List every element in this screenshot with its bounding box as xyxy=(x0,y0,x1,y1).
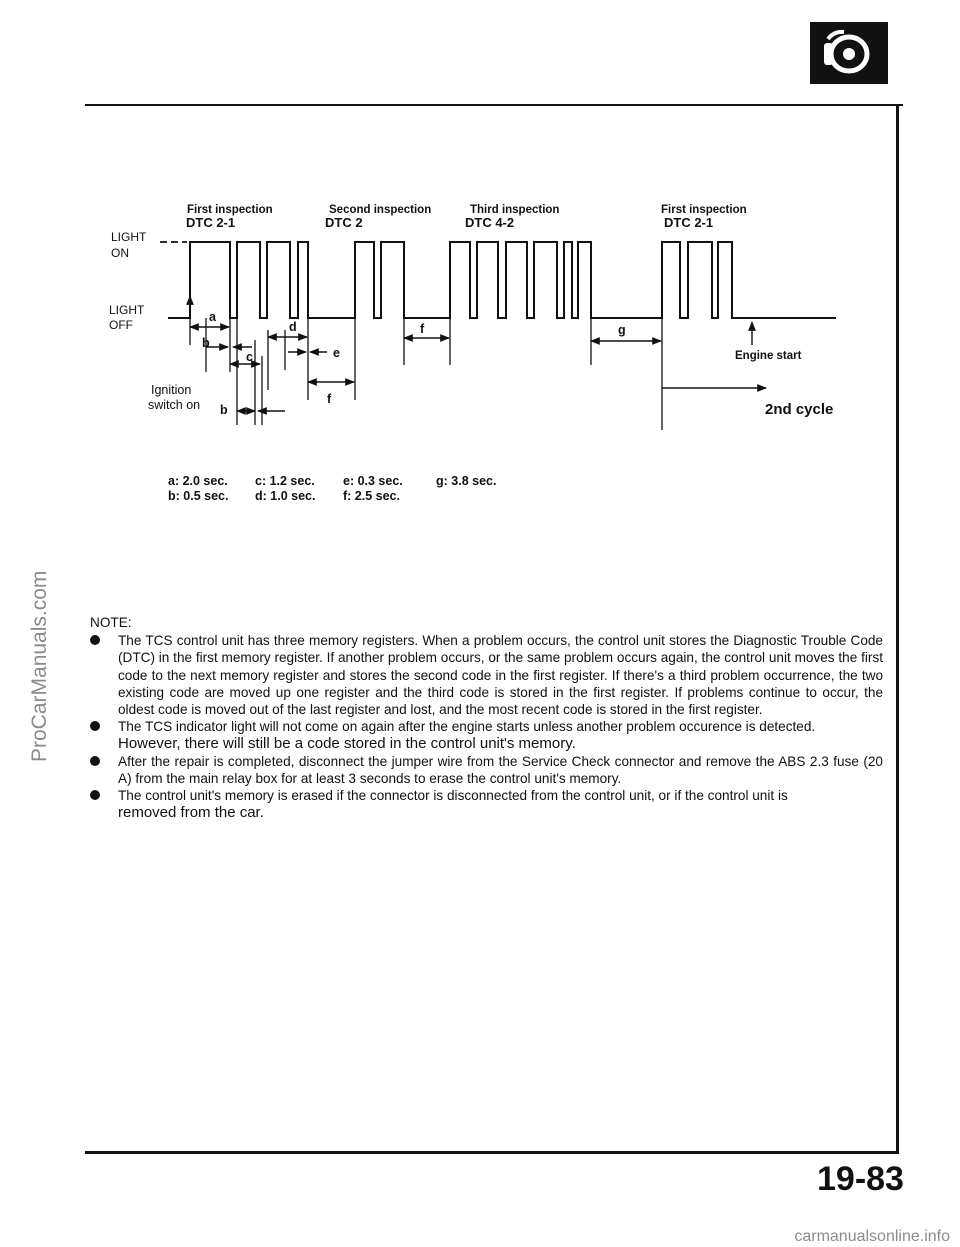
engine-start-label: Engine start xyxy=(735,350,802,362)
dtc-code: DTC 4-2 xyxy=(465,215,515,230)
legend-d: d: 1.0 sec. xyxy=(255,489,316,503)
legend-b: b: 0.5 sec. xyxy=(168,489,229,503)
interval-f-label: f xyxy=(420,322,425,336)
interval-e-label: e xyxy=(333,346,340,360)
note-item xyxy=(90,632,883,718)
light-on-label: LIGHT ON xyxy=(111,230,147,260)
inspection-group-1 xyxy=(186,204,273,230)
light-signal-waveform xyxy=(168,242,836,318)
inspection-title: First inspection xyxy=(661,204,747,216)
second-cycle-label: 2nd cycle xyxy=(765,401,834,418)
legend-e: e: 0.3 sec. xyxy=(343,474,403,488)
inspection-title: Third inspection xyxy=(470,204,560,216)
legend-f: f: 2.5 sec. xyxy=(343,489,400,503)
note-item xyxy=(90,787,883,821)
dtc-code: DTC 2-1 xyxy=(186,215,236,230)
interval-b-label: b xyxy=(202,336,210,350)
interval-d-label: d xyxy=(289,320,297,334)
page-number: 19-83 xyxy=(817,1160,904,1198)
note-item xyxy=(90,753,883,787)
note-item xyxy=(90,718,883,752)
note-title: NOTE: xyxy=(90,615,132,630)
side-watermark: ProCarManuals.com xyxy=(28,570,51,762)
timing-legend xyxy=(168,474,496,504)
legend-row xyxy=(168,489,496,504)
inspection-group-4 xyxy=(661,204,747,230)
interval-c-label: c xyxy=(246,350,253,364)
note-text: The TCS control unit has three memory registers. When a problem occurs, the control unit stores the Diagnostic Trouble Code (DTC) in the first memory register. If another problem occurs, or the same problem occurs again, the control unit moves the first code to the next memory register and stores the second code in the first register. If there's a third problem occurrence, the two existing code are moved up one register and the third code is stored in the first register. If problems continue to occur, the oldest code is moved out of the last register and lost, and the most recent code is stored in the first register. xyxy=(118,633,883,718)
timing-guides xyxy=(190,318,662,430)
note-text: After the repair is completed, disconnect the jumper wire from the Service Check connector and remove the ABS 2.3 fuse (20 A) from the main relay box for at least 3 seconds to erase the control unit's memory. xyxy=(118,753,883,786)
interval-g-label: g xyxy=(618,323,626,337)
note-text: The control unit's memory is erased if the connector is disconnected from the control unit, or if the control unit is xyxy=(118,788,788,804)
inspection-group-2 xyxy=(325,204,431,230)
interval-a-label: a xyxy=(209,310,216,324)
note-text: However, there will still be a code stored in the control unit's memory. xyxy=(118,735,576,753)
frame-bottom-rule xyxy=(85,1151,899,1154)
light-off-label: LIGHT OFF xyxy=(109,303,145,332)
bullet-icon xyxy=(90,790,100,800)
dtc-code: DTC 2 xyxy=(325,215,363,230)
interval-f-label: f xyxy=(327,392,332,406)
note-section xyxy=(90,614,883,821)
dtc-code: DTC 2-1 xyxy=(664,215,714,230)
bullet-icon xyxy=(90,756,100,766)
bullet-icon xyxy=(90,635,100,645)
inspection-group-3 xyxy=(465,204,559,230)
note-text: removed from the car. xyxy=(118,804,264,822)
inspection-title: Second inspection xyxy=(329,204,432,216)
legend-c: c: 1.2 sec. xyxy=(255,474,315,488)
ignition-label: Ignition switch on xyxy=(148,383,201,412)
bullet-icon xyxy=(90,721,100,731)
legend-row xyxy=(168,474,496,489)
dtc-timing-diagram xyxy=(0,0,960,470)
legend-g: g: 3.8 sec. xyxy=(436,474,497,488)
note-text: The TCS indicator light will not come on again after the engine starts unless another problem occurence is detected. xyxy=(118,719,816,735)
interval-b-label: b xyxy=(220,403,228,417)
legend-a: a: 2.0 sec. xyxy=(168,474,228,488)
inspection-title: First inspection xyxy=(187,204,273,216)
bottom-watermark: carmanualsonline.info xyxy=(794,1228,950,1245)
